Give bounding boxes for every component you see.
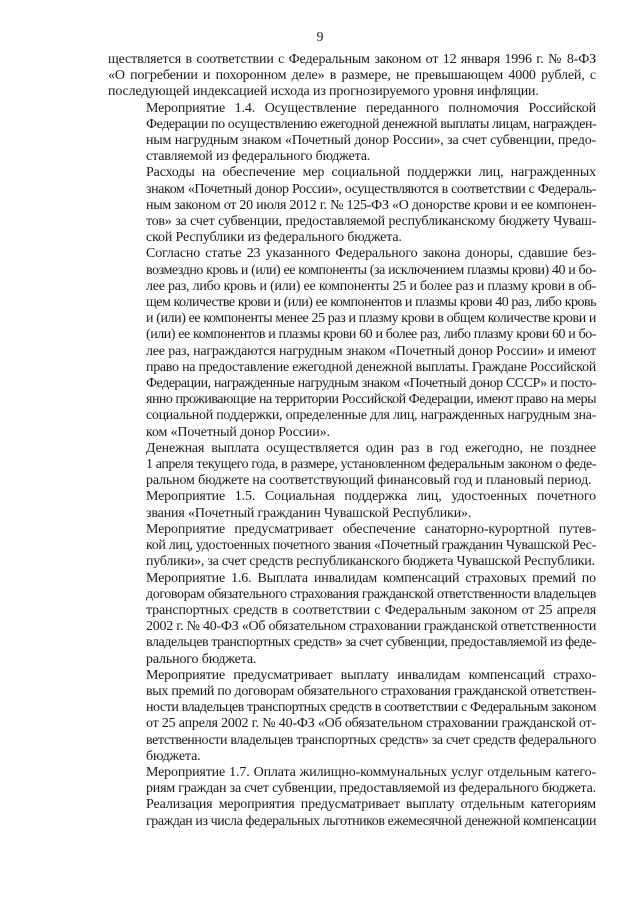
text-line: ности владельцев транспортных средств в соответствии с Федеральным законом [146,700,596,716]
text-line: янно проживающие на территории Российской Федерации, имеют право на меры [146,392,596,408]
text-line: ветственности владельцев транспортных средств» за счет средств федерального [146,732,596,748]
paragraph-p5 [108,441,596,490]
text-line: ным нагрудным знаком «Почетный донор России», за счет субвенции, предо- [146,133,596,149]
text-line: ком «Почетный донор России». [146,424,330,440]
text-line: щем количестве крови и (или) ее компонентов и плазмы крови 40 раз, либо кровь [146,295,596,311]
text-line: знаком «Почетный донор России», осуществляются в соответствии с Федераль- [146,181,596,197]
paragraph-p3 [108,165,596,246]
text-line: Расходы на обеспечение мер социальной поддержки лиц, награжденных [146,165,596,181]
text-line: и (или) ее компоненты менее 25 раз и плазму крови в общем количестве крови и [146,311,596,327]
text-line: вых премий по договорам обязательного страхования гражданской ответствен- [146,683,596,699]
text-line: Мероприятие предусматривает обеспечение санаторно-курортной путев- [146,521,596,537]
text-line: ществляется в соответствии с Федеральным законом от 12 января 1996 г. № 8-ФЗ [108,52,596,67]
text-line: «О погребении и похоронном деле» в размере, не превышающем 4000 рублей, с [108,68,596,84]
text-line: ральном бюджете на соответствующий финансовый год и плановый период. [146,473,592,489]
paragraph-p1 [108,52,596,101]
text-line: последующей индексацией исхода из прогнозируемого уровня инфляции. [108,84,539,100]
text-line: лее раз, либо кровь и (или) ее компоненты 25 и более раз и плазму крови в об- [146,278,596,294]
paragraph-p6 [108,489,596,521]
text-line: 2002 г. № 40-ФЗ «Об обязательном страховании гражданской ответственности [146,619,597,635]
text-line: граждан из числа федеральных льготников ежемесячной денежной компенсации [146,813,596,829]
text-line: социальной поддержки, определенные для лиц, награжденных нагрудным зна- [146,408,596,424]
text-line: ным законом от 20 июля 2012 г. № 125-ФЗ «О донорстве крови и ее компонен- [146,197,596,213]
paragraph-p2 [108,101,596,166]
text-line: риям граждан за счет субвенции, предоставляемой из федерального бюджета. [146,781,596,797]
text-line: Денежная выплата осуществляется один раз в год ежегодно, не позднее [146,440,596,456]
text-line: договорам обязательного страхования гражданской ответственности владельцев [146,586,596,602]
text-line: возмездно кровь и (или) ее компоненты (за исключением плазмы крови) 40 и бо- [146,262,596,278]
text-line: Федерации по осуществлению ежегодной денежной выплаты лицам, награжден- [146,116,597,132]
text-line: рального бюджета. [146,651,257,667]
text-line: транспортных средств в соответствии с Федеральным законом от 25 апреля [146,602,596,618]
text-line: кой лиц, удостоенных почетного звания «Почетный гражданин Чувашской Рес- [146,538,596,554]
text-line: Федерации, награжденные нагрудным знаком «Почетный донор СССР» и посто- [146,376,596,392]
paragraph-p7 [108,522,596,571]
text-line: бюджета. [146,748,201,764]
page-number: 9 [316,30,324,45]
text-line: Мероприятие предусматривает выплату инвалидам компенсаций страхо- [146,667,596,683]
paragraph-p8 [108,571,596,668]
paragraph-p10 [108,765,596,797]
paragraph-p4 [108,246,596,440]
text-line: Согласно статье 23 указанного Федерального закона доноры, сдавшие без- [146,246,596,262]
body-text [108,52,596,830]
text-line: тов» за счет субвенции, предоставляемой республиканскому бюджету Чуваш- [146,214,596,230]
text-line: 1 апреля текущего года, в размере, установленном федеральным законом о феде- [146,457,596,473]
text-line: ставляемой из федерального бюджета. [146,149,371,165]
text-line: звания «Почетный гражданин Чувашской Республики». [146,505,472,521]
text-line: Мероприятие 1.7. Оплата жилищно-коммунальных услуг отдельным катего- [146,764,596,780]
text-line: владельцев транспортных средств» за счет субвенции, предоставляемой из феде- [146,635,596,651]
paragraph-p11 [108,797,596,829]
text-line: (или) ее компонентов и плазмы крови 60 и более раз, либо плазму крови 60 и бо- [146,327,596,343]
text-line: лее раз, награждаются нагрудным знаком «Почетный донор России» и имеют [146,343,596,359]
text-line: Реализация мероприятия предусматривает выплату отдельным категориям [146,797,596,813]
text-line: Мероприятие 1.4. Осуществление переданного полномочия Российской [146,100,596,116]
text-line: право на предоставление ежегодной денежной выплаты. Граждане Российской [146,359,596,375]
text-line: Мероприятие 1.6. Выплата инвалидам компенсаций страховых премий по [146,570,596,586]
text-line: Мероприятие 1.5. Социальная поддержка лиц, удостоенных почетного [146,489,596,505]
text-line: ской Республики из федерального бюджета. [146,230,402,246]
paragraph-p9 [108,668,596,765]
text-line: от 25 апреля 2002 г. № 40-ФЗ «Об обязательном страховании гражданской от- [146,716,596,732]
text-line: публики», за счет средств республиканского бюджета Чувашской Республики. [146,554,595,570]
